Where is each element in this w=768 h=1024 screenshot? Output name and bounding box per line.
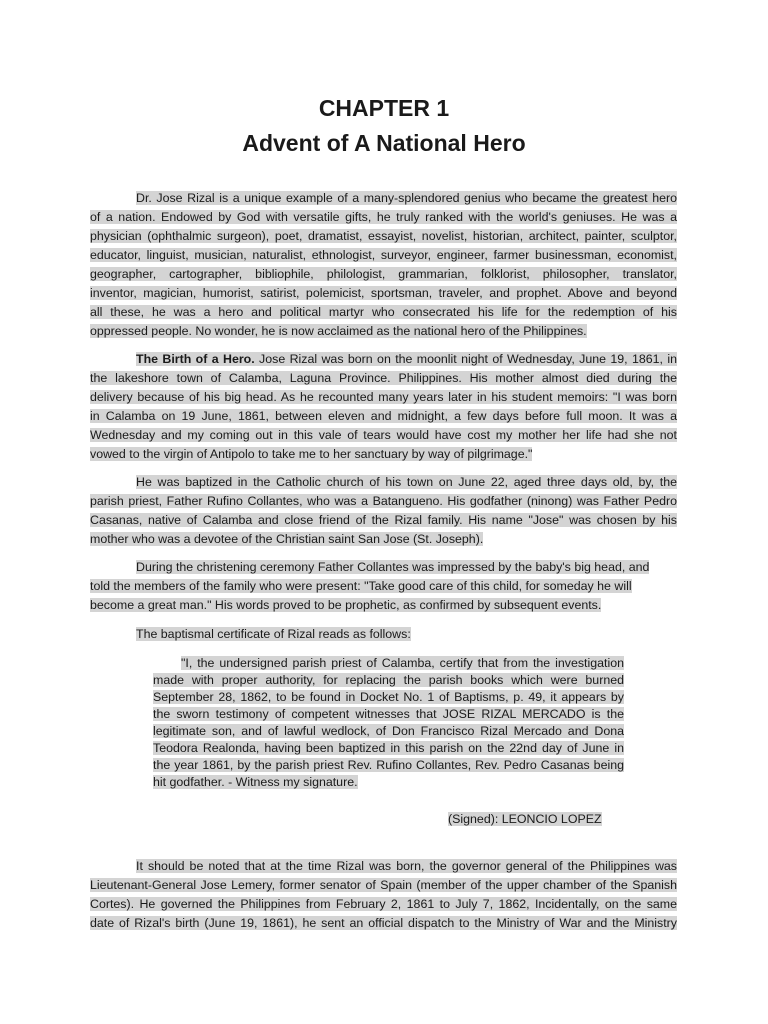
text-line: of a nation. Endowed by God with versatile gifts, he truly ranked with the world's geniuses. He was a bbox=[90, 210, 677, 224]
text-line: educator, linguist, musician, naturalist, ethnologist, surveyor, engineer, farmer businessman, economist, bbox=[90, 248, 677, 262]
chapter-number: CHAPTER 1 bbox=[318, 95, 450, 121]
text-line: oppressed people. No wonder, he is now acclaimed as the national hero of the Philippines. bbox=[90, 324, 587, 338]
text-line: It should be noted that at the time Rizal was born, the governor general of the Philippines was bbox=[136, 859, 677, 873]
text-line: Dr. Jose Rizal is a unique example of a many-splendored genius who became the greatest hero bbox=[136, 191, 677, 205]
text-line: Jose Rizal was born on the moonlit night of Wednesday, June 19, 1861, in bbox=[254, 352, 677, 366]
text-line: vowed to the virgin of Antipolo to take me to her sanctuary by way of pilgrimage." bbox=[90, 447, 533, 461]
section-heading: The Birth of a Hero. bbox=[136, 352, 255, 366]
quote-line: September 28, 1862, to be found in Docket No. 1 of Baptisms, p. 49, it appears by bbox=[153, 690, 624, 704]
text-line: Wednesday and my coming out in this vale of tears would have cost my mother her life had she not bbox=[90, 428, 677, 442]
text-line: the lakeshore town of Calamba, Laguna Province. Philippines. His mother almost died during the bbox=[90, 371, 677, 385]
quote-line: the year 1861, by the parish priest Rev. Rufino Collantes, Rev. Pedro Casanas being bbox=[153, 758, 624, 772]
signature: (Signed): LEONCIO LOPEZ bbox=[448, 812, 602, 826]
text-line: in Calamba on 19 June, 1861, between eleven and midnight, a few days before full moon. It was a bbox=[90, 409, 677, 423]
text-line: geographer, cartographer, bibliophile, philologist, grammarian, folklorist, philosopher, translator, bbox=[90, 267, 677, 281]
text-line: physician (ophthalmic surgeon), poet, dramatist, essayist, novelist, historian, architect, painter, sculptor, bbox=[90, 229, 677, 243]
text-line: date of Rizal's birth (June 19, 1861), he sent an official dispatch to the Ministry of War and the Ministry bbox=[90, 916, 677, 930]
text-line: During the christening ceremony Father Collantes was impressed by the baby's big head, and bbox=[136, 560, 650, 574]
signature-line bbox=[448, 810, 602, 828]
text-line: He was baptized in the Catholic church of his town on June 22, aged three days old, by, the bbox=[136, 475, 677, 489]
text-line: Lieutenant-General Jose Lemery, former senator of Spain (member of the upper chamber of the Spanish bbox=[90, 878, 677, 892]
text-line: told the members of the family who were present: "Take good care of this child, for someday he will bbox=[90, 579, 632, 593]
quote-line: "I, the undersigned parish priest of Calamba, certify that from the investigation bbox=[181, 656, 624, 670]
quote-line: legitimate son, and of lawful wedlock, of Don Francisco Rizal Mercado and Dona bbox=[153, 724, 624, 738]
text-line: mother who was a devotee of the Christian saint San Jose (St. Joseph). bbox=[90, 532, 484, 546]
text-line: become a great man." His words proved to be prophetic, as confirmed by subsequent events. bbox=[90, 598, 602, 612]
text-line: inventor, magician, humorist, satirist, polemicist, sportsman, traveler, and prophet. Above and beyond bbox=[90, 286, 677, 300]
text-line: all these, he was a hero and political martyr who consecrated his life for the redemption of his bbox=[90, 305, 677, 319]
quote-line: made with proper authority, for replacing the parish books which were burned bbox=[153, 673, 624, 687]
text-line: The baptismal certificate of Rizal reads as follows: bbox=[136, 627, 411, 641]
text-line: Cortes). He governed the Philippines from February 2, 1861 to July 7, 1862, Incidentally, on the same bbox=[90, 897, 677, 911]
text-line: Casanas, native of Calamba and close friend of the Rizal family. His name "Jose" was chosen by his bbox=[90, 513, 677, 527]
text-line: delivery because of his big head. As he recounted many years later in his student memoirs: "I was born bbox=[90, 390, 677, 404]
chapter-title: Advent of A National Hero bbox=[242, 130, 526, 156]
quote-line: the sworn testimony of competent witnesses that JOSE RIZAL MERCADO is the bbox=[153, 707, 624, 721]
quote-line: hit godfather. - Witness my signature. bbox=[153, 775, 358, 789]
text-line: parish priest, Father Rufino Collantes, who was a Batangueno. His godfather (ninong) was Father Pedro bbox=[90, 494, 677, 508]
quote-line: Teodora Realonda, having been baptized in this parish on the 22nd day of June in bbox=[153, 741, 624, 755]
